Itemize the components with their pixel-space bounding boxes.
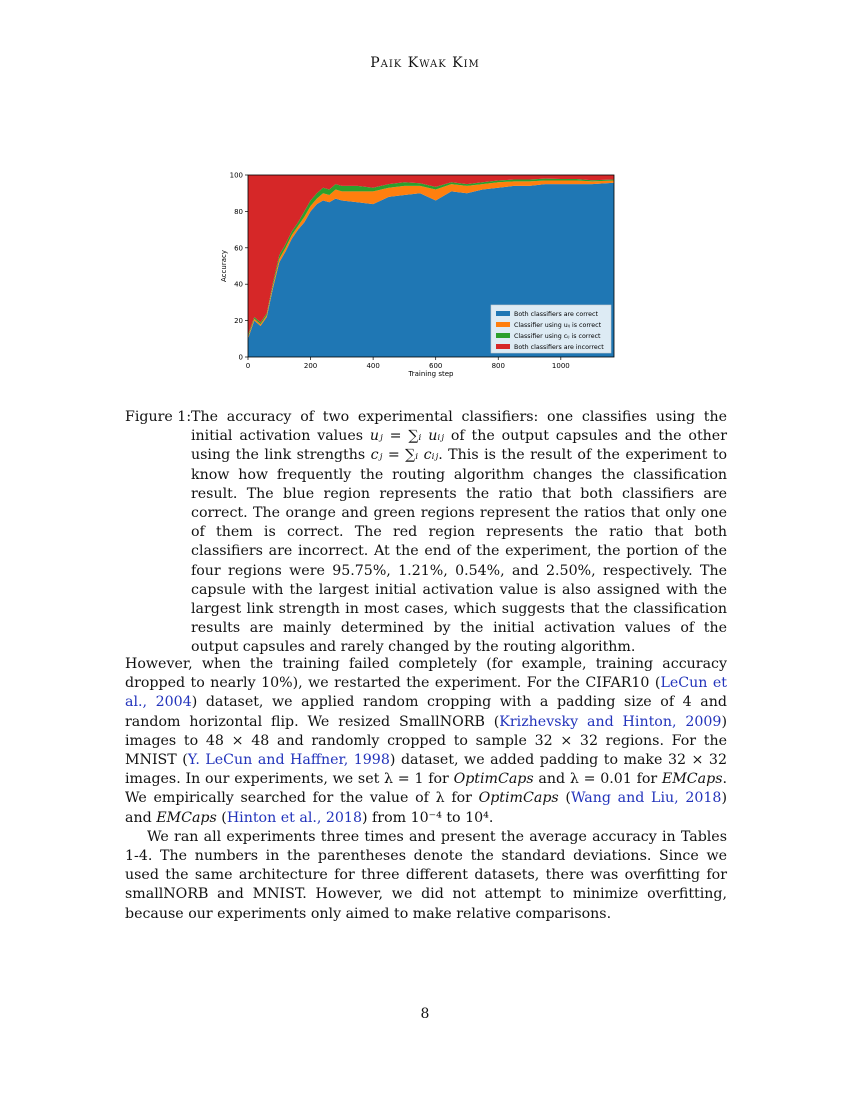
y-axis-label: Accuracy <box>220 250 228 282</box>
text-run: ( <box>558 790 571 807</box>
y-tick-label: 100 <box>229 171 243 180</box>
caption-part-2: of the output capsules and the other using the link strengths <box>191 428 727 464</box>
text-run: However, when the training failed completely (for example, training accuracy dropped to nearly 10%), we restarted the experiment. For the CIFAR10 ( <box>125 656 727 692</box>
figure-caption <box>125 408 727 658</box>
x-tick-label: 800 <box>491 362 505 370</box>
x-tick-label: 0 <box>245 362 251 370</box>
text-run: and λ = 0.01 for <box>533 771 662 788</box>
legend-label-3: Both classifiers are incorrect <box>514 344 604 351</box>
x-tick-label: 600 <box>429 362 443 370</box>
chart-legend <box>491 305 611 353</box>
y-tick-label: 60 <box>234 244 243 253</box>
text-run: ) from 10⁻⁴ to 10⁴. <box>362 809 494 826</box>
caption-equation-c: cⱼ = ∑ᵢ cᵢⱼ <box>370 447 439 464</box>
caption-equation-u: uⱼ = ∑ᵢ uᵢⱼ <box>369 428 444 445</box>
caption-label: Figure 1: <box>125 409 192 425</box>
legend-swatch-3 <box>496 344 510 349</box>
x-axis-label: Training step <box>408 370 454 378</box>
y-tick-label: 40 <box>234 280 243 289</box>
page-number: 8 <box>420 1006 430 1022</box>
method-name: EMCaps <box>661 771 723 788</box>
method-name: OptimCaps <box>453 771 534 788</box>
method-name: EMCaps <box>156 809 217 826</box>
citation-lecun-1998[interactable]: Y. LeCun and Haffner, 1998 <box>187 752 390 769</box>
y-tick-label: 80 <box>234 207 243 216</box>
text-run: ) dataset, we added padding to make 32 × 32 images. In our experiments, we set λ = 1 for <box>125 752 727 788</box>
legend-swatch-0 <box>496 311 510 316</box>
text-run: ) dataset, we applied random cropping with a padding size of 4 and random horizontal flip. We resized SmallNORB ( <box>125 694 727 730</box>
citation-wang-2018[interactable]: Wang and Liu, 2018 <box>570 790 722 807</box>
caption-text <box>191 408 727 658</box>
x-tick-label: 1000 <box>551 362 570 370</box>
text-run: . We empirically searched for the value of λ for <box>125 771 727 807</box>
citation-hinton-2018[interactable]: Hinton et al., 2018 <box>226 809 362 826</box>
caption-part-3: . This is the result of the experiment to know how frequently the routing algorithm changes the classification result. The blue region represents the ratio that both classifiers are correct. The orange and green regions represent the ratios that only one of them is correct. The red region represents the ratio that both classifiers are incorrect. At the end of the experiment, the portion of the four regions were 95.75%, 1.21%, 0.54%, and 2.50%, respectively. The capsule with the largest initial activation value is also assigned with the largest link strength in most cases, which suggests that the classification results are mainly determined by the initial activation values of the output capsules and rarely changed by the routing algorithm. <box>191 447 727 656</box>
figure-1-chart <box>205 165 625 385</box>
text-run: ( <box>216 809 227 826</box>
citation-krizhevsky-2009[interactable]: Krizhevsky and Hinton, 2009 <box>499 713 722 730</box>
text-run: ) images to 48 × 48 and randomly cropped to sample 32 × 32 regions. For the MNIST ( <box>125 713 727 769</box>
method-name: OptimCaps <box>478 790 559 807</box>
legend-swatch-2 <box>496 333 510 338</box>
running-head: Paik Kwak Kim <box>370 55 480 71</box>
legend-swatch-1 <box>496 322 510 327</box>
body-text <box>125 655 727 924</box>
x-tick-label: 400 <box>366 362 380 370</box>
legend-label-1: Classifier using uᵢⱼ is correct <box>514 322 602 329</box>
accuracy-area-chart <box>205 165 625 385</box>
legend-label-2: Classifier using cᵢⱼ is correct <box>514 333 601 340</box>
y-tick-label: 20 <box>234 317 243 326</box>
citation-lecun-2004[interactable]: LeCun et al., 2004 <box>125 675 727 711</box>
x-tick-label: 200 <box>303 362 318 370</box>
y-tick-label: 0 <box>238 353 243 362</box>
text-run: ) and <box>125 790 727 826</box>
paragraph-2: We ran all experiments three times and present the average accuracy in Tables 1-4. The numbers in the parentheses denote the standard deviations. Since we used the same architecture for three different datasets, there was overfitting for smallNORB and MNIST. However, we did not attempt to minimize overfitting, because our experiments only aimed to make relative comparisons. <box>125 828 727 922</box>
legend-label-0: Both classifiers are correct <box>514 311 598 318</box>
paragraph-1 <box>125 655 727 828</box>
caption-part-1: The accuracy of two experimental classifiers: one classifies using the initial activation values <box>191 409 727 445</box>
